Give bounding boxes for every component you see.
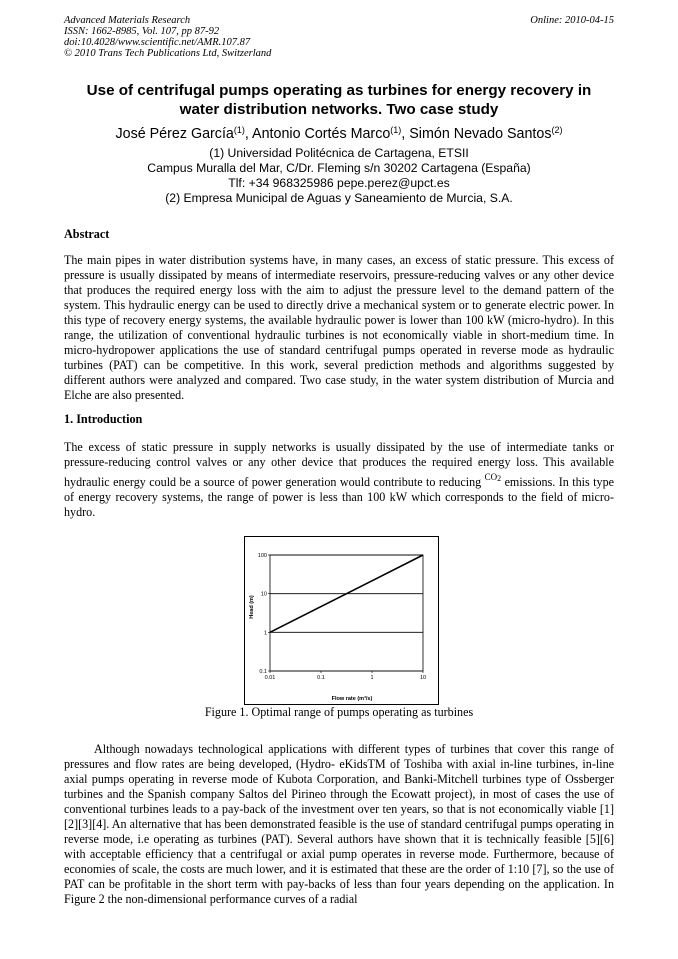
y-axis-label: Head (m): [249, 595, 255, 619]
journal-header: [64, 15, 271, 59]
author-affiliation-mark: (2): [551, 125, 563, 135]
y-tick-label: 100: [257, 553, 267, 559]
y-tick-label: 10: [260, 591, 267, 598]
paper-title: [64, 81, 614, 119]
x-tick-label: 1: [370, 675, 374, 681]
abstract-text: The main pipes in water distribution systems have, in many cases, an excess of static pressure. This excess of pressure is usually dissipated by means of intermediate reservoirs, pressure-reducing valves or any other device that produces the required energy loss with the aim to adjust the pressure level to the demand pattern of the system. This hydraulic energy can be used to directly drive a mechanical system or to generate electric power. In this type of recovery energy systems, the available hydraulic power is lower than 100 kW (micro-hydro). In this range, the utilization of conventional hydraulic turbines is not economically viable in short-medium time. In micro-hydropower applications the use of standard centrifugal pumps operated in reverse mode as hydraulic turbines (PAT) can be competitive. In this work, several prediction methods and algorithms suggested by different authors were analyzed and compared. Two case study, in the water system distribution of Murcia and Elche are also presented.: [64, 253, 614, 402]
y-tick-label: 1: [263, 630, 267, 637]
plot-frame: [270, 555, 423, 671]
abstract-heading: Abstract: [64, 227, 110, 241]
title-line-1: Use of centrifugal pumps operating as turbines for energy recovery in: [86, 82, 592, 99]
title-line-2: water distribution networks. Two case study: [179, 101, 499, 118]
affiliation-line: (2) Empresa Municipal de Aguas y Saneamiento de Murcia, S.A.: [165, 191, 513, 205]
x-axis-label: Flow rate (m³/s): [331, 696, 373, 702]
affiliation-line: Campus Muralla del Mar, C/Dr. Fleming s/n 30202 Cartagena (España): [147, 161, 531, 175]
issn-line: ISSN: 1662-8985, Vol. 107, pp 87-92: [64, 26, 220, 37]
author-name: Antonio Cortés Marco: [252, 126, 391, 142]
online-date: Online: 2010-04-15: [530, 15, 614, 26]
author-name: Simón Nevado Santos: [409, 126, 552, 142]
copyright-line: © 2010 Trans Tech Publications Ltd, Switzerland: [64, 48, 272, 59]
contact-line: Tlf: +34 968325986 pepe.perez@upct.es: [228, 176, 450, 190]
figure-1-chart: [244, 536, 439, 705]
y-tick-label: 0.1: [259, 669, 267, 675]
author-affiliation-mark: (1): [390, 125, 402, 135]
author-list: José Pérez García$^{(1)}$, Antonio Cortés Marco$^{(1)}$, Simón Nevado Santos$^{(2)}$: [115, 125, 563, 142]
chart-svg: [245, 537, 438, 704]
affiliation-line: (1) Universidad Politécnica de Cartagena, ETSII: [209, 146, 469, 160]
x-tick-label: 0.01: [264, 675, 276, 681]
journal-name: Advanced Materials Research: [64, 15, 191, 26]
co2-formula: CO: [484, 472, 498, 482]
doi-line: doi:10.4028/www.scientific.net/AMR.107.87: [64, 37, 251, 48]
introduction-paragraph-2: Although nowadays technological applications with different types of turbines that cover this range of pressures and flow rates are being developed, (Hydro- eKidsTM of Toshiba with axial in-line turbines, in-line axial pumps operating in reverse mode of Kubota Corporation, and Banki-Mitchell turbines type of Ossberger turbines and the Spanish company Saltos del Pirineo through the Ecowatt project), in most of cases the use of conventional turbines leads to a pay-back of the investment over ten years, so that is not economically viable [1][2][3][4]. An alternative that has been demonstrated feasible is the use of standard centrifugal pumps operating in reverse mode, i.e operating as turbines (PAT). Several authors have shown that it is technically feasible [5][6] with acceptable efficiency that a centrifugal or axial pump operates in reverse mode. Furthermore, because of economies of scale, the costs are much lower, and it is estimated that these are the order of 1:10 [7], so the use of PAT can be profitable in the short term with pay-backs of less than four years depending on the application. In Figure 2 the non-dimensional performance curves of a radial: [64, 742, 614, 906]
author-affiliation-mark: (1): [233, 125, 245, 135]
x-tick-label: 0.1: [317, 675, 325, 681]
introduction-paragraph-1: The excess of static pressure in supply networks is usually dissipated by the use of intermediate tanks or pressure-reducing control valves or any other device that produces the required energy loss. This available hydraulic energy could be a source of power generation would contribute to reducing $^{CO2}$ emissions. In this type of energy recovery systems, the range of power is less than 100 kW which corresponds to the field of micro-hydro.: [64, 440, 614, 519]
figure-caption: Figure 1. Optimal range of pumps operating as turbines: [204, 705, 474, 719]
affiliations: [64, 146, 614, 206]
x-tick-label: 10: [419, 675, 427, 681]
author-name: José Pérez García: [115, 126, 234, 142]
introduction-heading: 1. Introduction: [64, 412, 143, 426]
